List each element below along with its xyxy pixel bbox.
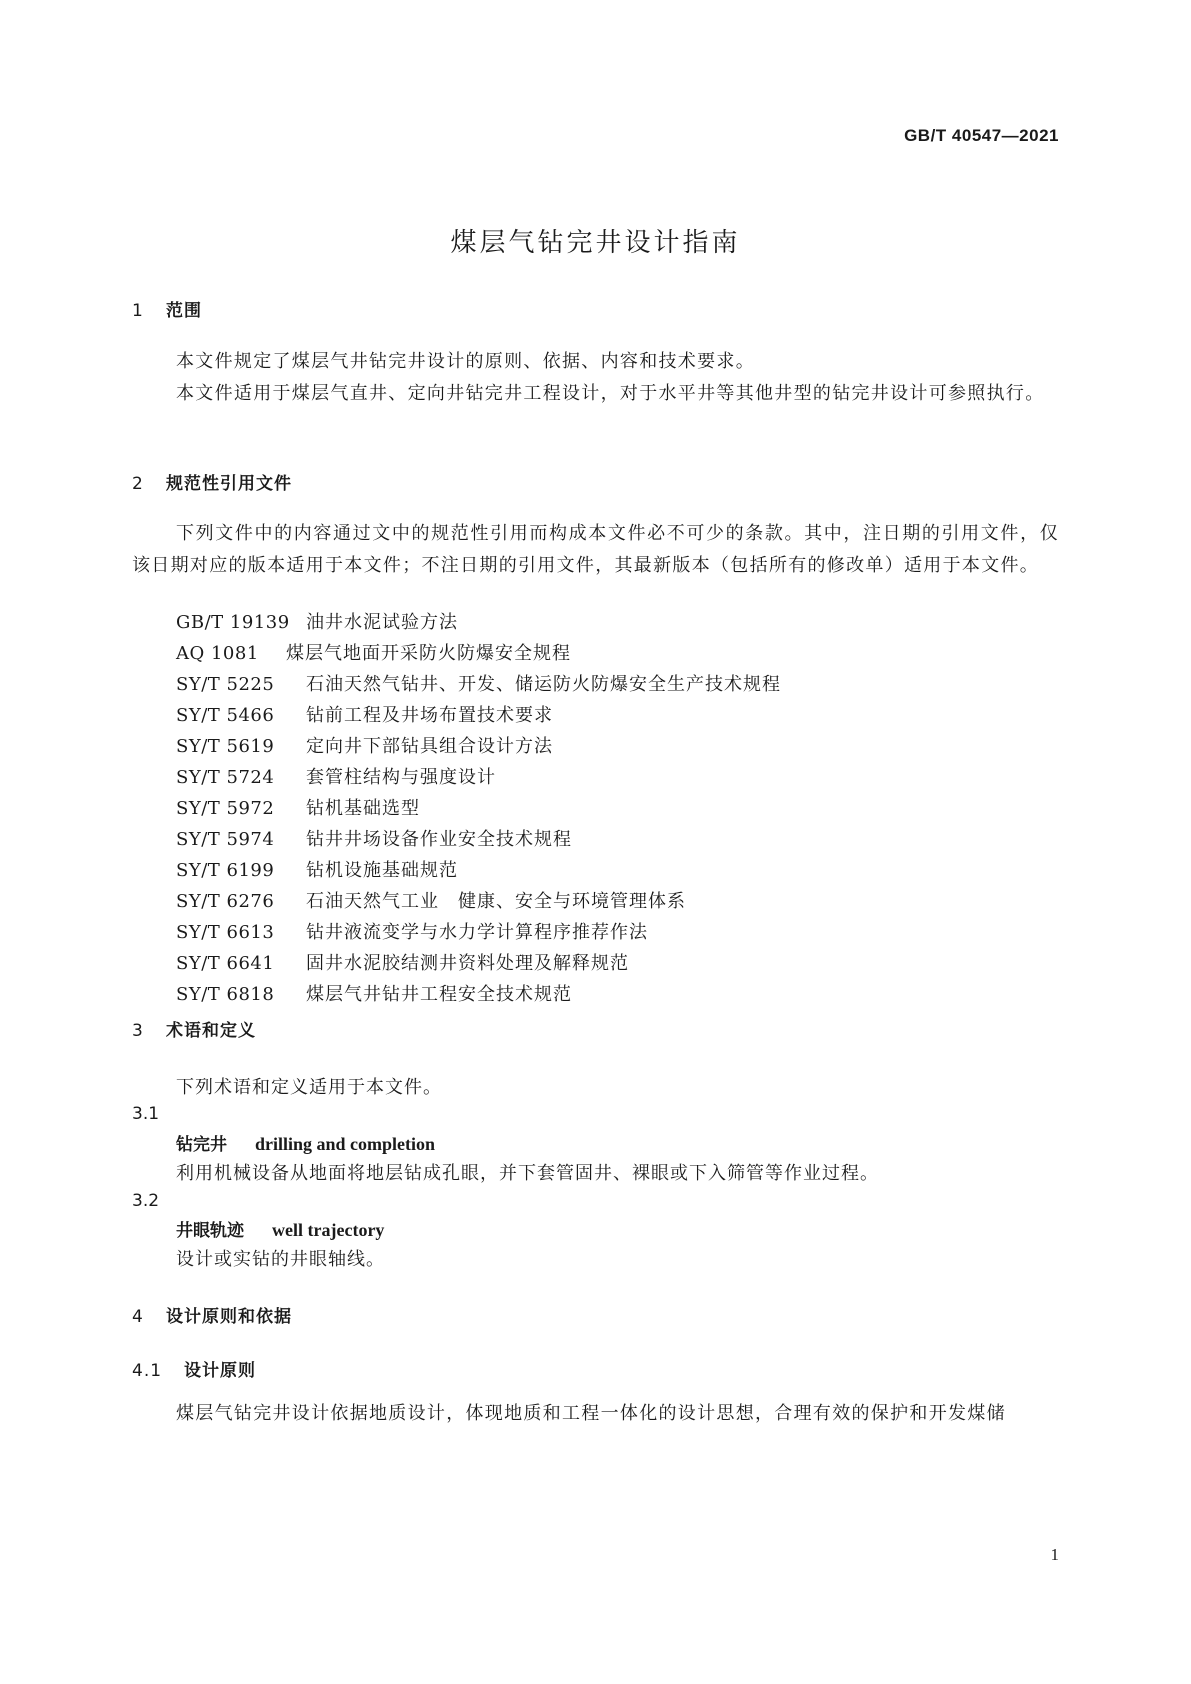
section-title: 术语和定义 bbox=[166, 1021, 256, 1041]
reference-title: 钻前工程及井场布置技术要求 bbox=[306, 705, 553, 726]
reference-item bbox=[176, 669, 781, 700]
paragraph: 煤层气钻完井设计依据地质设计，体现地质和工程一体化的设计思想，合理有效的保护和开发煤储 bbox=[176, 1403, 1006, 1424]
section-4-heading bbox=[132, 1302, 292, 1327]
reference-title: 钻井井场设备作业安全技术规程 bbox=[306, 829, 572, 850]
reference-item bbox=[176, 855, 781, 886]
paragraph: 本文件规定了煤层气井钻完井设计的原则、依据、内容和技术要求。 bbox=[176, 351, 755, 372]
page-number: 1 bbox=[1050, 1545, 1059, 1564]
reference-item bbox=[176, 638, 781, 669]
section-number: 2 bbox=[132, 474, 144, 494]
term-zh: 井眼轨迹 bbox=[176, 1221, 244, 1241]
reference-title: 套管柱结构与强度设计 bbox=[306, 767, 496, 788]
term-en: well trajectory bbox=[272, 1220, 385, 1240]
section-title: 规范性引用文件 bbox=[166, 474, 292, 494]
term-entry bbox=[176, 1216, 384, 1241]
reference-code: SY/T 5724 bbox=[176, 767, 275, 788]
reference-title: 煤层气井钻井工程安全技术规范 bbox=[306, 984, 572, 1005]
section-number: 1 bbox=[132, 301, 144, 321]
reference-item bbox=[176, 824, 781, 855]
reference-item bbox=[176, 607, 781, 638]
subsection-number: 4.1 bbox=[132, 1361, 163, 1381]
term-number: 3.1 bbox=[132, 1104, 160, 1124]
reference-title: 煤层气地面开采防火防爆安全规程 bbox=[286, 643, 571, 664]
reference-title: 定向井下部钻具组合设计方法 bbox=[306, 736, 553, 757]
standard-code: GB/T 40547—2021 bbox=[904, 126, 1059, 145]
reference-item bbox=[176, 886, 781, 917]
reference-item bbox=[176, 731, 781, 762]
reference-title: 石油天然气工业 健康、安全与环境管理体系 bbox=[306, 891, 686, 912]
reference-title: 石油天然气钻井、开发、储运防火防爆安全生产技术规程 bbox=[306, 674, 781, 695]
reference-code: SY/T 5466 bbox=[176, 705, 275, 726]
term-definition: 利用机械设备从地面将地层钻成孔眼，并下套管固井、裸眼或下入筛管等作业过程。 bbox=[176, 1163, 879, 1184]
reference-code: SY/T 6641 bbox=[176, 953, 275, 974]
reference-title: 固井水泥胶结测井资料处理及解释规范 bbox=[306, 953, 629, 974]
reference-title: 钻井液流变学与水力学计算程序推荐作法 bbox=[306, 922, 648, 943]
reference-title: 钻机设施基础规范 bbox=[306, 860, 458, 881]
section-number: 4 bbox=[132, 1307, 144, 1327]
reference-code: SY/T 6199 bbox=[176, 860, 275, 881]
term-zh: 钻完井 bbox=[176, 1135, 227, 1155]
reference-code: SY/T 6613 bbox=[176, 922, 275, 943]
reference-title: 油井水泥试验方法 bbox=[306, 612, 458, 633]
section-1-body bbox=[132, 346, 1059, 410]
section-1-heading bbox=[132, 296, 202, 321]
reference-code: SY/T 5225 bbox=[176, 674, 275, 695]
reference-code: SY/T 5974 bbox=[176, 829, 275, 850]
term-entry bbox=[176, 1130, 435, 1155]
term-en: drilling and completion bbox=[255, 1134, 436, 1154]
term-number: 3.2 bbox=[132, 1191, 160, 1211]
paragraph: 下列文件中的内容通过文中的规范性引用而构成本文件必不可少的条款。其中，注日期的引用文件，仅该日期对应的版本适用于本文件；不注日期的引用文件，其最新版本（包括所有的修改单）适用于本文件。 bbox=[132, 523, 1059, 576]
reference-code: SY/T 6276 bbox=[176, 891, 275, 912]
reference-item bbox=[176, 948, 781, 979]
subsection-title: 设计原则 bbox=[184, 1361, 256, 1381]
paragraph: 本文件适用于煤层气直井、定向井钻完井工程设计，对于水平井等其他井型的钻完井设计可参照执行。 bbox=[176, 383, 1045, 404]
reference-item bbox=[176, 917, 781, 948]
section-number: 3 bbox=[132, 1021, 144, 1041]
reference-list bbox=[176, 607, 781, 1010]
reference-code: SY/T 5972 bbox=[176, 798, 275, 819]
subsection-4-1-heading bbox=[132, 1356, 256, 1381]
section-4-body bbox=[132, 1398, 1059, 1430]
section-2-intro bbox=[132, 518, 1059, 582]
reference-code: SY/T 5619 bbox=[176, 736, 275, 757]
reference-code: AQ 1081 bbox=[176, 643, 259, 664]
section-3-heading bbox=[132, 1016, 256, 1041]
reference-title: 钻机基础选型 bbox=[306, 798, 420, 819]
reference-code: GB/T 19139 bbox=[176, 612, 290, 633]
section-title: 范围 bbox=[166, 301, 202, 321]
reference-item bbox=[176, 793, 781, 824]
page-title: 煤层气钻完井设计指南 bbox=[450, 228, 741, 258]
reference-item bbox=[176, 700, 781, 731]
reference-item bbox=[176, 979, 781, 1010]
section-2-heading bbox=[132, 469, 292, 494]
reference-item bbox=[176, 762, 781, 793]
term-definition: 设计或实钻的井眼轴线。 bbox=[176, 1249, 385, 1270]
section-title: 设计原则和依据 bbox=[166, 1307, 292, 1327]
section-3-intro: 下列术语和定义适用于本文件。 bbox=[176, 1077, 442, 1098]
reference-code: SY/T 6818 bbox=[176, 984, 275, 1005]
